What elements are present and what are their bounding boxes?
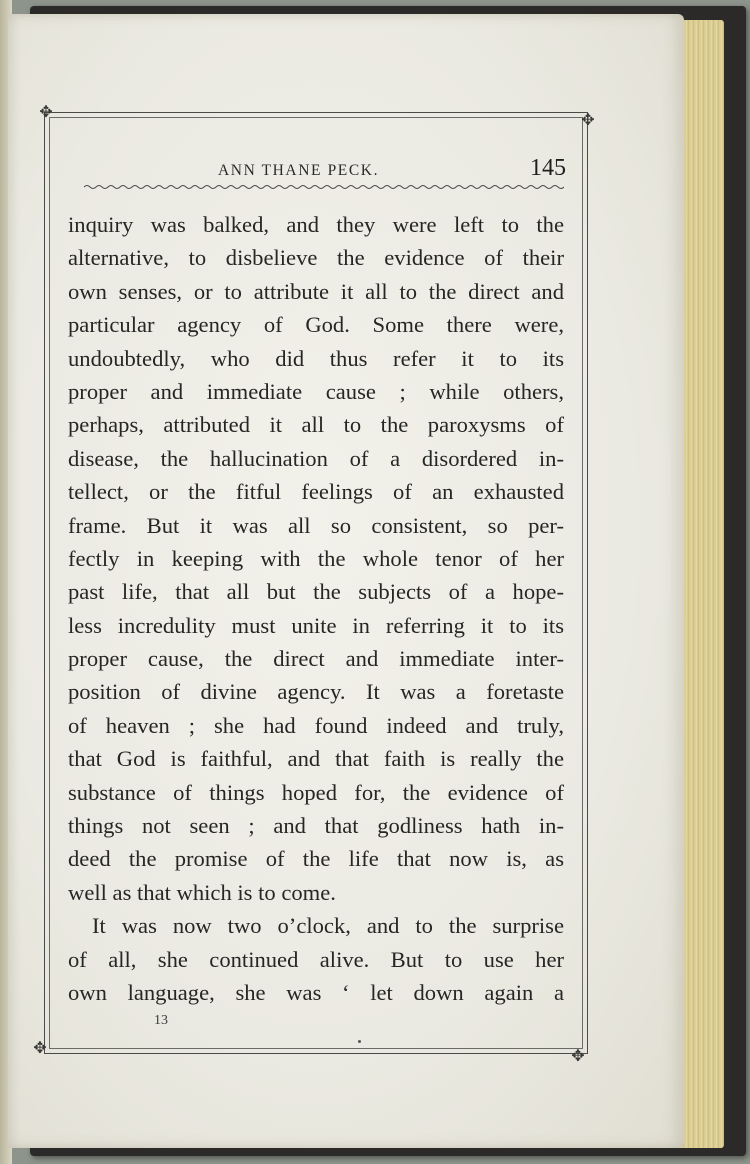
body-text xyxy=(68,208,564,1009)
corner-ornament-icon: ✥ xyxy=(33,1038,47,1057)
text-line: deed the promise of the life that now is, as xyxy=(68,846,564,872)
text-line: of all, she continued alive. But to use her xyxy=(68,946,564,972)
text-line: tellect, or the fitful feelings of an exhausted xyxy=(68,479,564,505)
text-line: that God is faithful, and that faith is really the xyxy=(68,746,564,772)
running-head-title: ANN THANE PECK. xyxy=(218,162,380,179)
text-line: undoubtedly, who did thus refer it to its xyxy=(68,345,564,371)
paper-speck xyxy=(358,1040,361,1043)
corner-ornament-icon: ✥ xyxy=(571,1046,585,1065)
text-line: It was now two o’clock, and to the surprise xyxy=(92,913,564,939)
text-line: fectly in keeping with the whole tenor of her xyxy=(68,545,564,571)
text-line: proper and immediate cause ; while others, xyxy=(68,378,564,404)
text-line: position of divine agency. It was a foretaste xyxy=(68,679,564,705)
text-line: own language, she was ‘ let down again a xyxy=(68,979,564,1005)
text-line: well as that which is to come. xyxy=(68,879,336,905)
text-line: perhaps, attributed it all to the paroxysms of xyxy=(68,412,564,438)
text-line: things not seen ; and that godliness hath in- xyxy=(68,813,564,839)
wavy-rule xyxy=(84,183,564,191)
corner-ornament-icon: ✥ xyxy=(39,102,53,121)
text-line: of heaven ; she had found indeed and truly, xyxy=(68,712,564,738)
text-line: particular agency of God. Some there were, xyxy=(68,312,564,338)
text-line: less incredulity must unite in referring it to its xyxy=(68,612,564,638)
text-line: inquiry was balked, and they were left to the xyxy=(68,212,564,237)
text-line: frame. But it was all so consistent, so per- xyxy=(68,512,564,538)
corner-ornament-icon: ✥ xyxy=(581,110,595,129)
text-line: disease, the hallucination of a disordered in- xyxy=(68,445,564,471)
text-line: proper cause, the direct and immediate inter- xyxy=(68,646,564,672)
text-line: past life, that all but the subjects of a hope- xyxy=(68,579,564,605)
signature-mark: 13 xyxy=(154,1013,168,1028)
text-line: own senses, or to attribute it all to the direct and xyxy=(68,278,564,304)
page-number: 145 xyxy=(530,155,566,181)
text-line: alternative, to disbelieve the evidence of their xyxy=(68,245,564,271)
text-line: substance of things hoped for, the evidence of xyxy=(68,779,564,805)
